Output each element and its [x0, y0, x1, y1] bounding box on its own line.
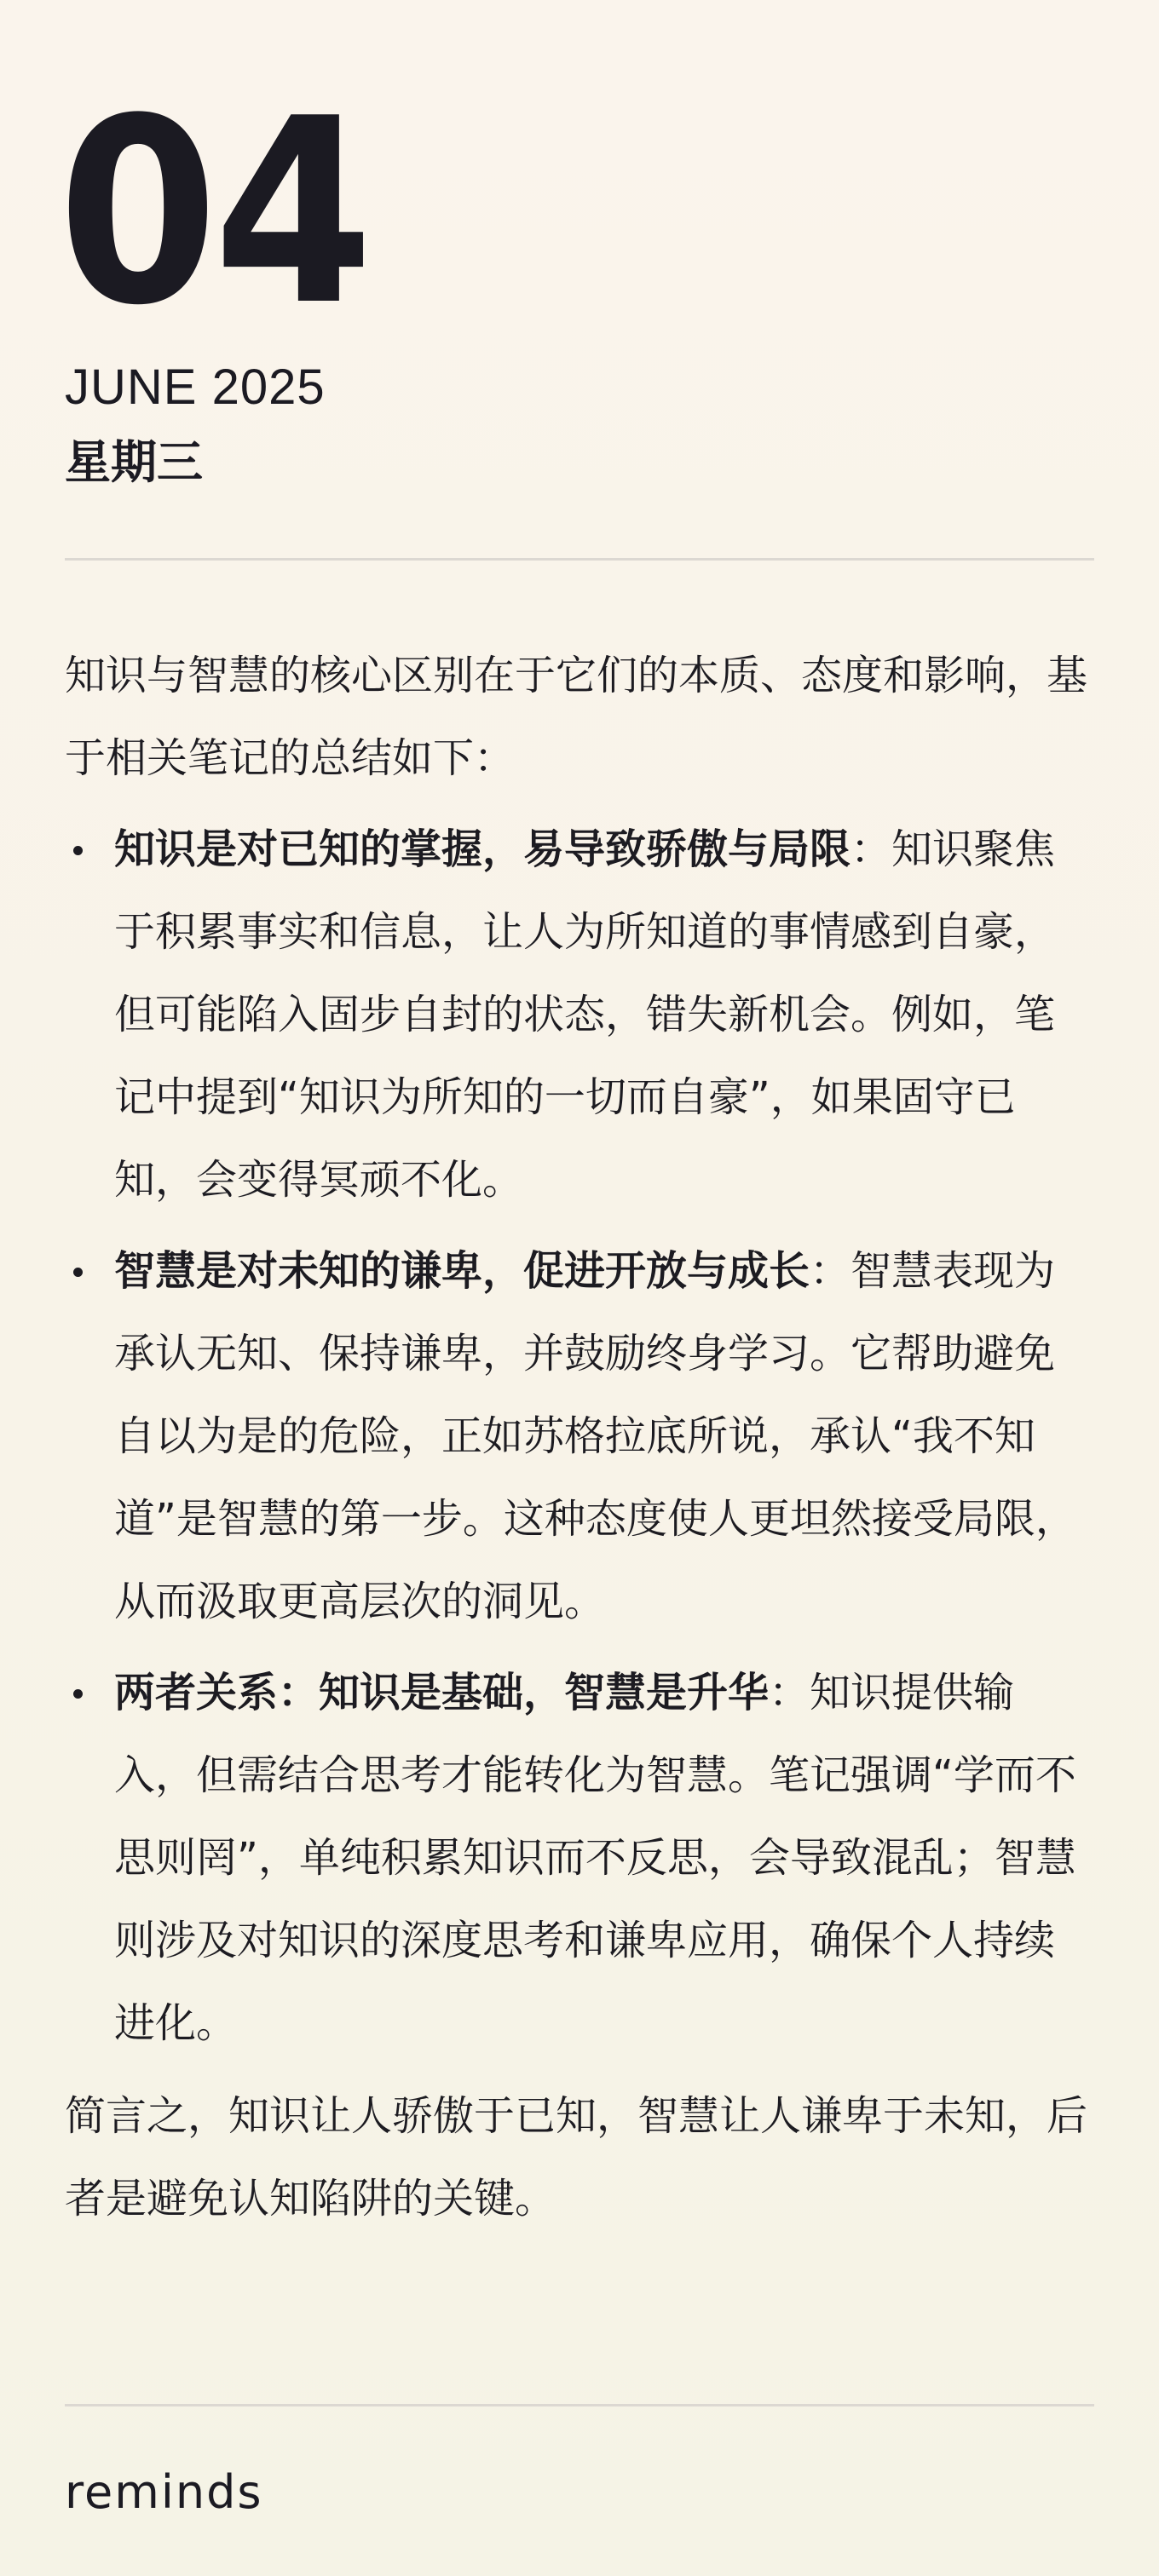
bullet-icon — [73, 1268, 83, 1277]
item-text: ：知识提供输入，但需结合思考才能转化为智慧。笔记强调“学而不思则罔”，单纯积累知识而不反思，会导致混乱；智慧则涉及对知识的深度思考和谦卑应用，确保个人持续进化。 — [114, 1669, 1076, 2047]
note-content — [65, 635, 1094, 2240]
item-title: 知识是对已知的掌握，易导致骄傲与局限 — [114, 825, 851, 873]
bottom-divider — [65, 2404, 1094, 2406]
item-title: 智慧是对未知的谦卑，促进开放与成长 — [114, 1247, 810, 1295]
list-item — [65, 1230, 1094, 1643]
summary-paragraph: 简言之，知识让人骄傲于已知，智慧让人谦卑于未知，后者是避免认知陷阱的关键。 — [65, 2092, 1088, 2222]
bullet-icon — [73, 846, 83, 855]
item-title: 两者关系：知识是基础，智慧是升华 — [114, 1669, 770, 1716]
date-day: 04 — [58, 64, 369, 361]
item-text: ：智慧表现为承认无知、保持谦卑，并鼓励终身学习。它帮助避免自以为是的危险，正如苏格拉底所说，承认“我不知道”是智慧的第一步。这种态度使人更坦然接受局限，从而汲取更高层次的洞见。 — [114, 1247, 1076, 1625]
intro-paragraph: 知识与智慧的核心区别在于它们的本质、态度和影响，基于相关笔记的总结如下： — [65, 652, 1088, 782]
points-list — [65, 808, 1094, 2065]
brand-logo-text: reminds — [65, 2465, 263, 2519]
date-month-year: JUNE 2025 — [65, 359, 326, 415]
bullet-icon — [73, 1689, 83, 1699]
page — [58, 0, 1094, 2576]
item-text: ：知识聚焦于积累事实和信息，让人为所知道的事情感到自豪，但可能陷入固步自封的状态，错失新机会。例如，笔记中提到“知识为所知的一切而自豪”，如果固守已知，会变得冥顽不化。 — [114, 825, 1056, 1204]
date-weekday: 星期三 — [65, 435, 203, 489]
list-item — [65, 808, 1094, 1222]
list-item — [65, 1652, 1094, 2065]
top-divider — [65, 558, 1094, 561]
